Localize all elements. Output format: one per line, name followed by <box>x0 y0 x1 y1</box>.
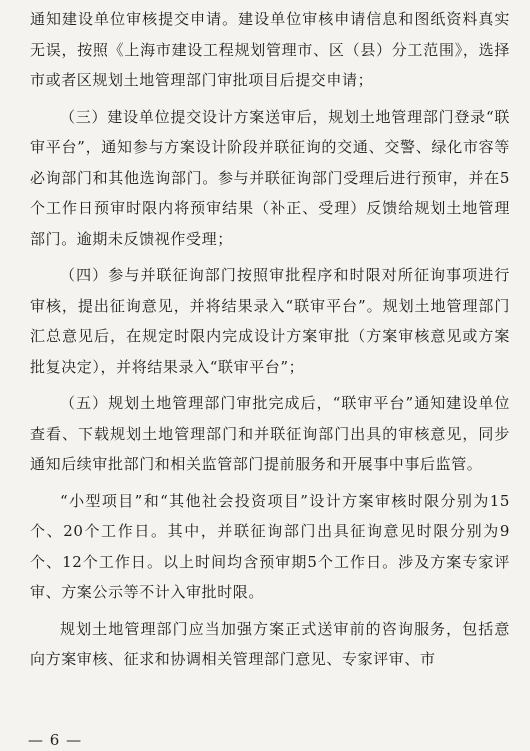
paragraph-2: （三）建设单位提交设计方案送审后，规划土地管理部门登录“联审平台”，通知参与方案设计阶段并联征询的交通、交警、绿化市容等必询部门和其他选询部门。参与并联征询部门受理后进行预审，并在5个工作日预审时限内将预审结果（补正、受理）反馈给规划土地管理部门。逾期未反馈视作受理； <box>30 107 510 248</box>
paragraph-3: （四）参与并联征询部门按照审批程序和时限对所征询事项进行审核，提出征询意见，并将结果录入“联审平台”。规划土地管理部门汇总意见后，在规定时限内完成设计方案审批（方案审核意见或方案批复决定），并将结果录入“联审平台”； <box>30 266 510 376</box>
paragraph-4: （五）规划土地管理部门审批完成后，“联审平台”通知建设单位查看、下载规划土地管理部门和并联征询部门出具的审核意见，同步通知后续审批部门和相关监管部门提前服务和开展事中事后监管。 <box>30 394 510 473</box>
page-number: — 6 — <box>28 731 83 749</box>
paragraph-5: “小型项目”和“其他社会投资项目”设计方案审核时限分别为15个、20个工作日。其中，并联征询部门出具征询意见时限分别为9个、12个工作日。以上时间均含预审期5个工作日。涉及方案专家评审、方案公示等不计入审批时限。 <box>30 491 510 601</box>
paragraph-6: 规划土地管理部门应当加强方案正式送审前的咨询服务，包括意向方案审核、征求和协调相关管理部门意见、专家评审、市 <box>30 619 510 668</box>
paragraph-1: 通知建设单位审核提交申请。建设单位审核申请信息和图纸资料真实无误，按照《上海市建设工程规划管理市、区（县）分工范围》，选择市或者区规划土地管理部门审批项目后提交申请； <box>30 10 510 89</box>
